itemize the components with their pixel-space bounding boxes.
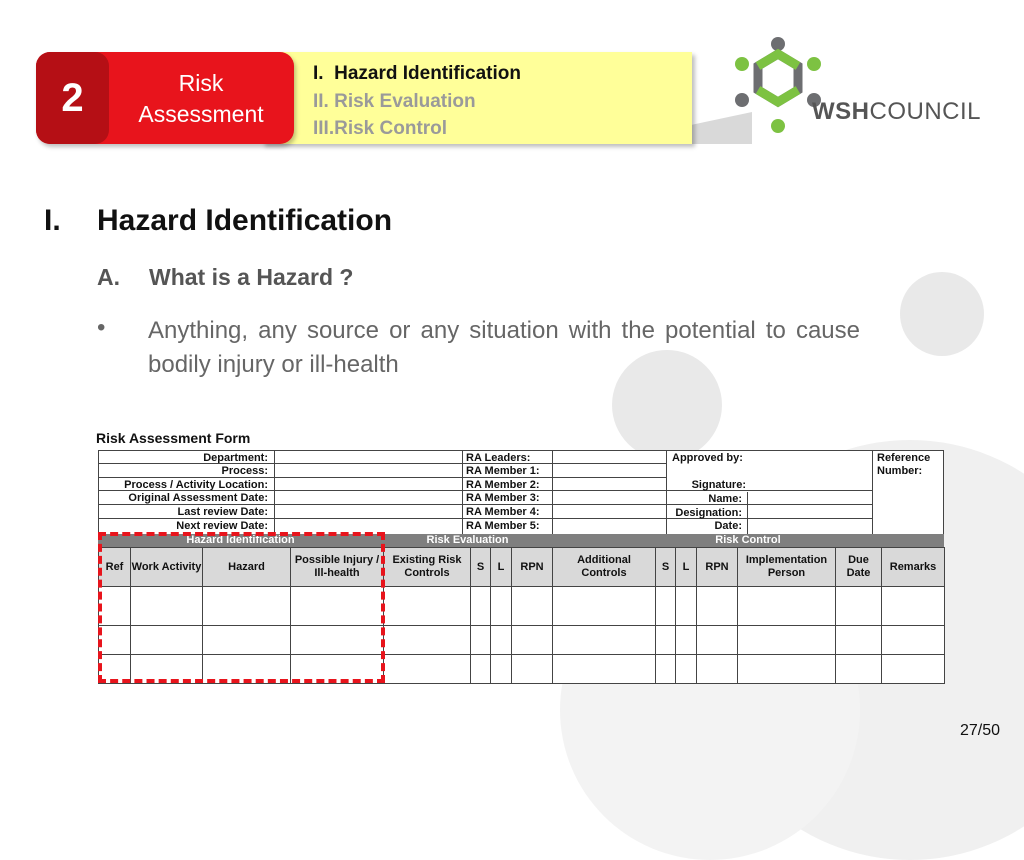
toc-item: III.Risk Control <box>313 118 448 139</box>
table-cell <box>675 625 697 655</box>
table-cell <box>835 654 882 684</box>
table-cell <box>696 654 738 684</box>
table-cell <box>835 625 882 655</box>
column-header: Ref <box>98 547 131 587</box>
table-cell <box>383 654 471 684</box>
form-divider <box>872 450 873 534</box>
bullet-text: Anything, any source or any situation with the potential to cause bodily injury or ill-health <box>148 317 860 378</box>
table-cell <box>552 625 656 655</box>
column-header: Hazard <box>202 547 291 587</box>
table-cell <box>881 654 945 684</box>
hazard-identification-highlight <box>98 532 385 683</box>
table-cell <box>737 586 836 626</box>
column-header: L <box>675 547 697 587</box>
section-title-line2: Assessment <box>138 101 264 127</box>
form-field-label: Department: <box>203 452 268 464</box>
table-cell <box>552 654 656 684</box>
table-cell <box>490 654 512 684</box>
band-risk-evaluation: Risk Evaluation <box>383 534 552 547</box>
table-cell <box>737 654 836 684</box>
table-cell <box>655 654 676 684</box>
date-label: Date: <box>714 520 742 532</box>
table-cell <box>737 625 836 655</box>
table-cell <box>490 586 512 626</box>
ra-member-label: RA Member 3: <box>466 492 540 504</box>
form-field-label: Original Assessment Date: <box>128 492 268 504</box>
form-field-label: Last review Date: <box>177 506 268 518</box>
column-header: Remarks <box>881 547 945 587</box>
column-header: RPN <box>696 547 738 587</box>
designation-label: Designation: <box>675 507 742 519</box>
form-divider <box>462 450 463 534</box>
table-cell <box>490 625 512 655</box>
subheading-letter: A. <box>97 264 120 290</box>
table-cell <box>470 586 491 626</box>
section-title-line1: Risk <box>178 70 224 96</box>
table-cell <box>552 586 656 626</box>
table-cell <box>383 625 471 655</box>
form-divider <box>552 450 553 534</box>
form-field-label: Process: <box>221 465 268 477</box>
form-divider <box>747 492 748 534</box>
column-header: S <box>655 547 676 587</box>
approved-by-label: Approved by: <box>672 452 743 464</box>
ra-member-label: RA Member 4: <box>466 506 540 518</box>
column-header: RPN <box>511 547 553 587</box>
bg-circle <box>900 272 984 356</box>
name-label: Name: <box>708 493 742 505</box>
reference-number-label: Reference Number: <box>877 452 931 477</box>
table-cell <box>470 625 491 655</box>
table-cell <box>383 586 471 626</box>
column-header: Existing Risk Controls <box>383 547 471 587</box>
ra-member-label: RA Member 2: <box>466 479 540 491</box>
table-cell <box>696 625 738 655</box>
column-header: Due Date <box>835 547 882 587</box>
form-field-label: Next review Date: <box>176 520 268 532</box>
table-cell <box>675 654 697 684</box>
table-cell <box>696 586 738 626</box>
toc-item: II. Risk Evaluation <box>313 90 476 112</box>
ra-member-label: RA Leaders: <box>466 452 531 464</box>
form-row-line <box>98 490 666 491</box>
signature-label: Signature: <box>691 479 746 491</box>
column-header: S <box>470 547 491 587</box>
page-number: 27/50 <box>959 722 1000 739</box>
column-header: L <box>490 547 512 587</box>
form-row-line <box>98 477 666 478</box>
form-title: Risk Assessment Form <box>96 430 251 446</box>
form-divider <box>274 450 275 534</box>
table-cell <box>511 625 553 655</box>
toc-item-current: I. Hazard Identification <box>313 63 521 84</box>
wsh-council-wordmark: WSHCOUNCIL <box>812 98 982 125</box>
form-row-line <box>98 518 666 519</box>
bullet-symbol: • <box>97 314 106 341</box>
table-of-contents <box>313 60 521 143</box>
column-header: Work Activity <box>130 547 203 587</box>
section-title <box>112 68 290 130</box>
table-cell <box>511 654 553 684</box>
column-header: Additional Controls <box>552 547 656 587</box>
page-heading: Hazard Identification <box>97 204 393 237</box>
table-cell <box>881 586 945 626</box>
column-header: Implementation Person <box>737 547 836 587</box>
table-cell <box>655 586 676 626</box>
ra-member-label: RA Member 1: <box>466 465 540 477</box>
table-cell <box>655 625 676 655</box>
subheading: What is a Hazard ? <box>149 264 354 290</box>
section-number: 2 <box>36 52 109 144</box>
heading-number: I. <box>44 204 61 237</box>
band-hazard-identification: Hazard Identification <box>98 534 383 547</box>
table-cell <box>511 586 553 626</box>
form-row-line <box>98 463 666 464</box>
ra-member-label: RA Member 5: <box>466 520 540 532</box>
table-cell <box>675 586 697 626</box>
table-cell <box>470 654 491 684</box>
form-field-label: Process / Activity Location: <box>124 479 268 491</box>
table-cell <box>881 625 945 655</box>
table-cell <box>835 586 882 626</box>
band-risk-control: Risk Control <box>552 534 944 547</box>
form-row-line <box>98 504 666 505</box>
column-header: Possible Injury / Ill-health <box>290 547 384 587</box>
